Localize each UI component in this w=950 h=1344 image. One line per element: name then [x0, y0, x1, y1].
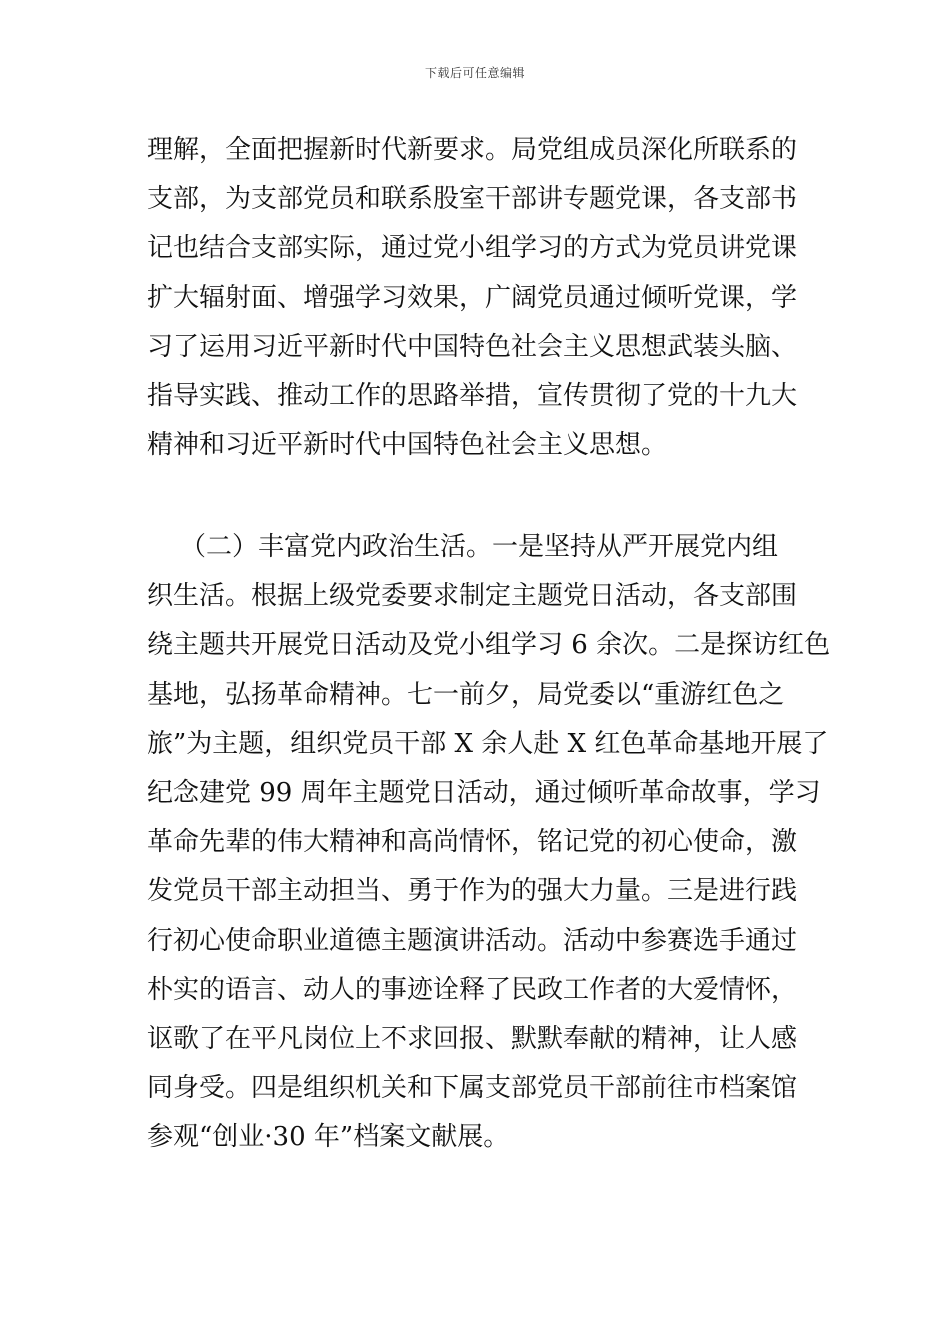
page-header-note: 下载后可任意编辑 — [424, 66, 525, 80]
paragraph-line: 旅”为主题，组织党员干部 X 余人赴 X 红色革命基地开展了 — [147, 728, 829, 759]
paragraph-line: 织生活。根据上级党委要求制定主题党日活动，各支部围 — [147, 581, 798, 612]
paragraph-line: 行初心使命职业道德主题演讲活动。活动中参赛选手通过 — [147, 925, 798, 956]
paragraph-line: （二）丰富党内政治生活。一是坚持从严开展党内组 — [147, 532, 779, 562]
paragraph-line: 朴实的语言、动人的事迹诠释了民政工作者的大爱情怀， — [147, 974, 798, 1005]
paragraph-1 — [147, 126, 811, 470]
paragraph-line: 理解，全面把握新时代新要求。局党组成员深化所联系的 — [147, 135, 798, 165]
paragraph-line: 参观“创业·30 年”档案文献展。 — [147, 1122, 510, 1153]
paragraph-line: 纪念建党 99 周年主题党日活动，通过倾听革命故事，学习 — [147, 778, 821, 809]
paragraph-line: 革命先辈的伟大精神和高尚情怀，铭记党的初心使命，激 — [147, 827, 798, 858]
paragraph-line: 基地，弘扬革命精神。七一前夕，局党委以“重游红色之 — [147, 679, 785, 710]
paragraph-line: 发党员干部主动担当、勇于作为的强大力量。三是进行践 — [147, 876, 798, 907]
paragraph-2 — [147, 523, 831, 1163]
paragraph-line: 指导实践、推动工作的思路举措，宣传贯彻了党的十九大 — [147, 381, 798, 412]
paragraph-line: 绕主题共开展党日活动及党小组学习 6 余次。二是探访红色 — [147, 630, 831, 661]
paragraph-line: 扩大辐射面、增强学习效果，广阔党员通过倾听党课，学 — [147, 282, 798, 313]
paragraph-line: 记也结合支部实际，通过党小组学习的方式为党员讲党课 — [147, 233, 798, 264]
paragraph-line: 习了运用习近平新时代中国特色社会主义思想武装头脑、 — [147, 331, 798, 362]
paragraph-line: 同身受。四是组织机关和下属支部党员干部前往市档案馆 — [147, 1073, 798, 1104]
paragraph-line: 讴歌了在平凡岗位上不求回报、默默奉献的精神，让人感 — [147, 1024, 798, 1055]
paragraph-line: 精神和习近平新时代中国特色社会主义思想。 — [147, 430, 668, 461]
paragraph-line: 支部，为支部党员和联系股室干部讲专题党课，各支部书 — [147, 184, 798, 215]
